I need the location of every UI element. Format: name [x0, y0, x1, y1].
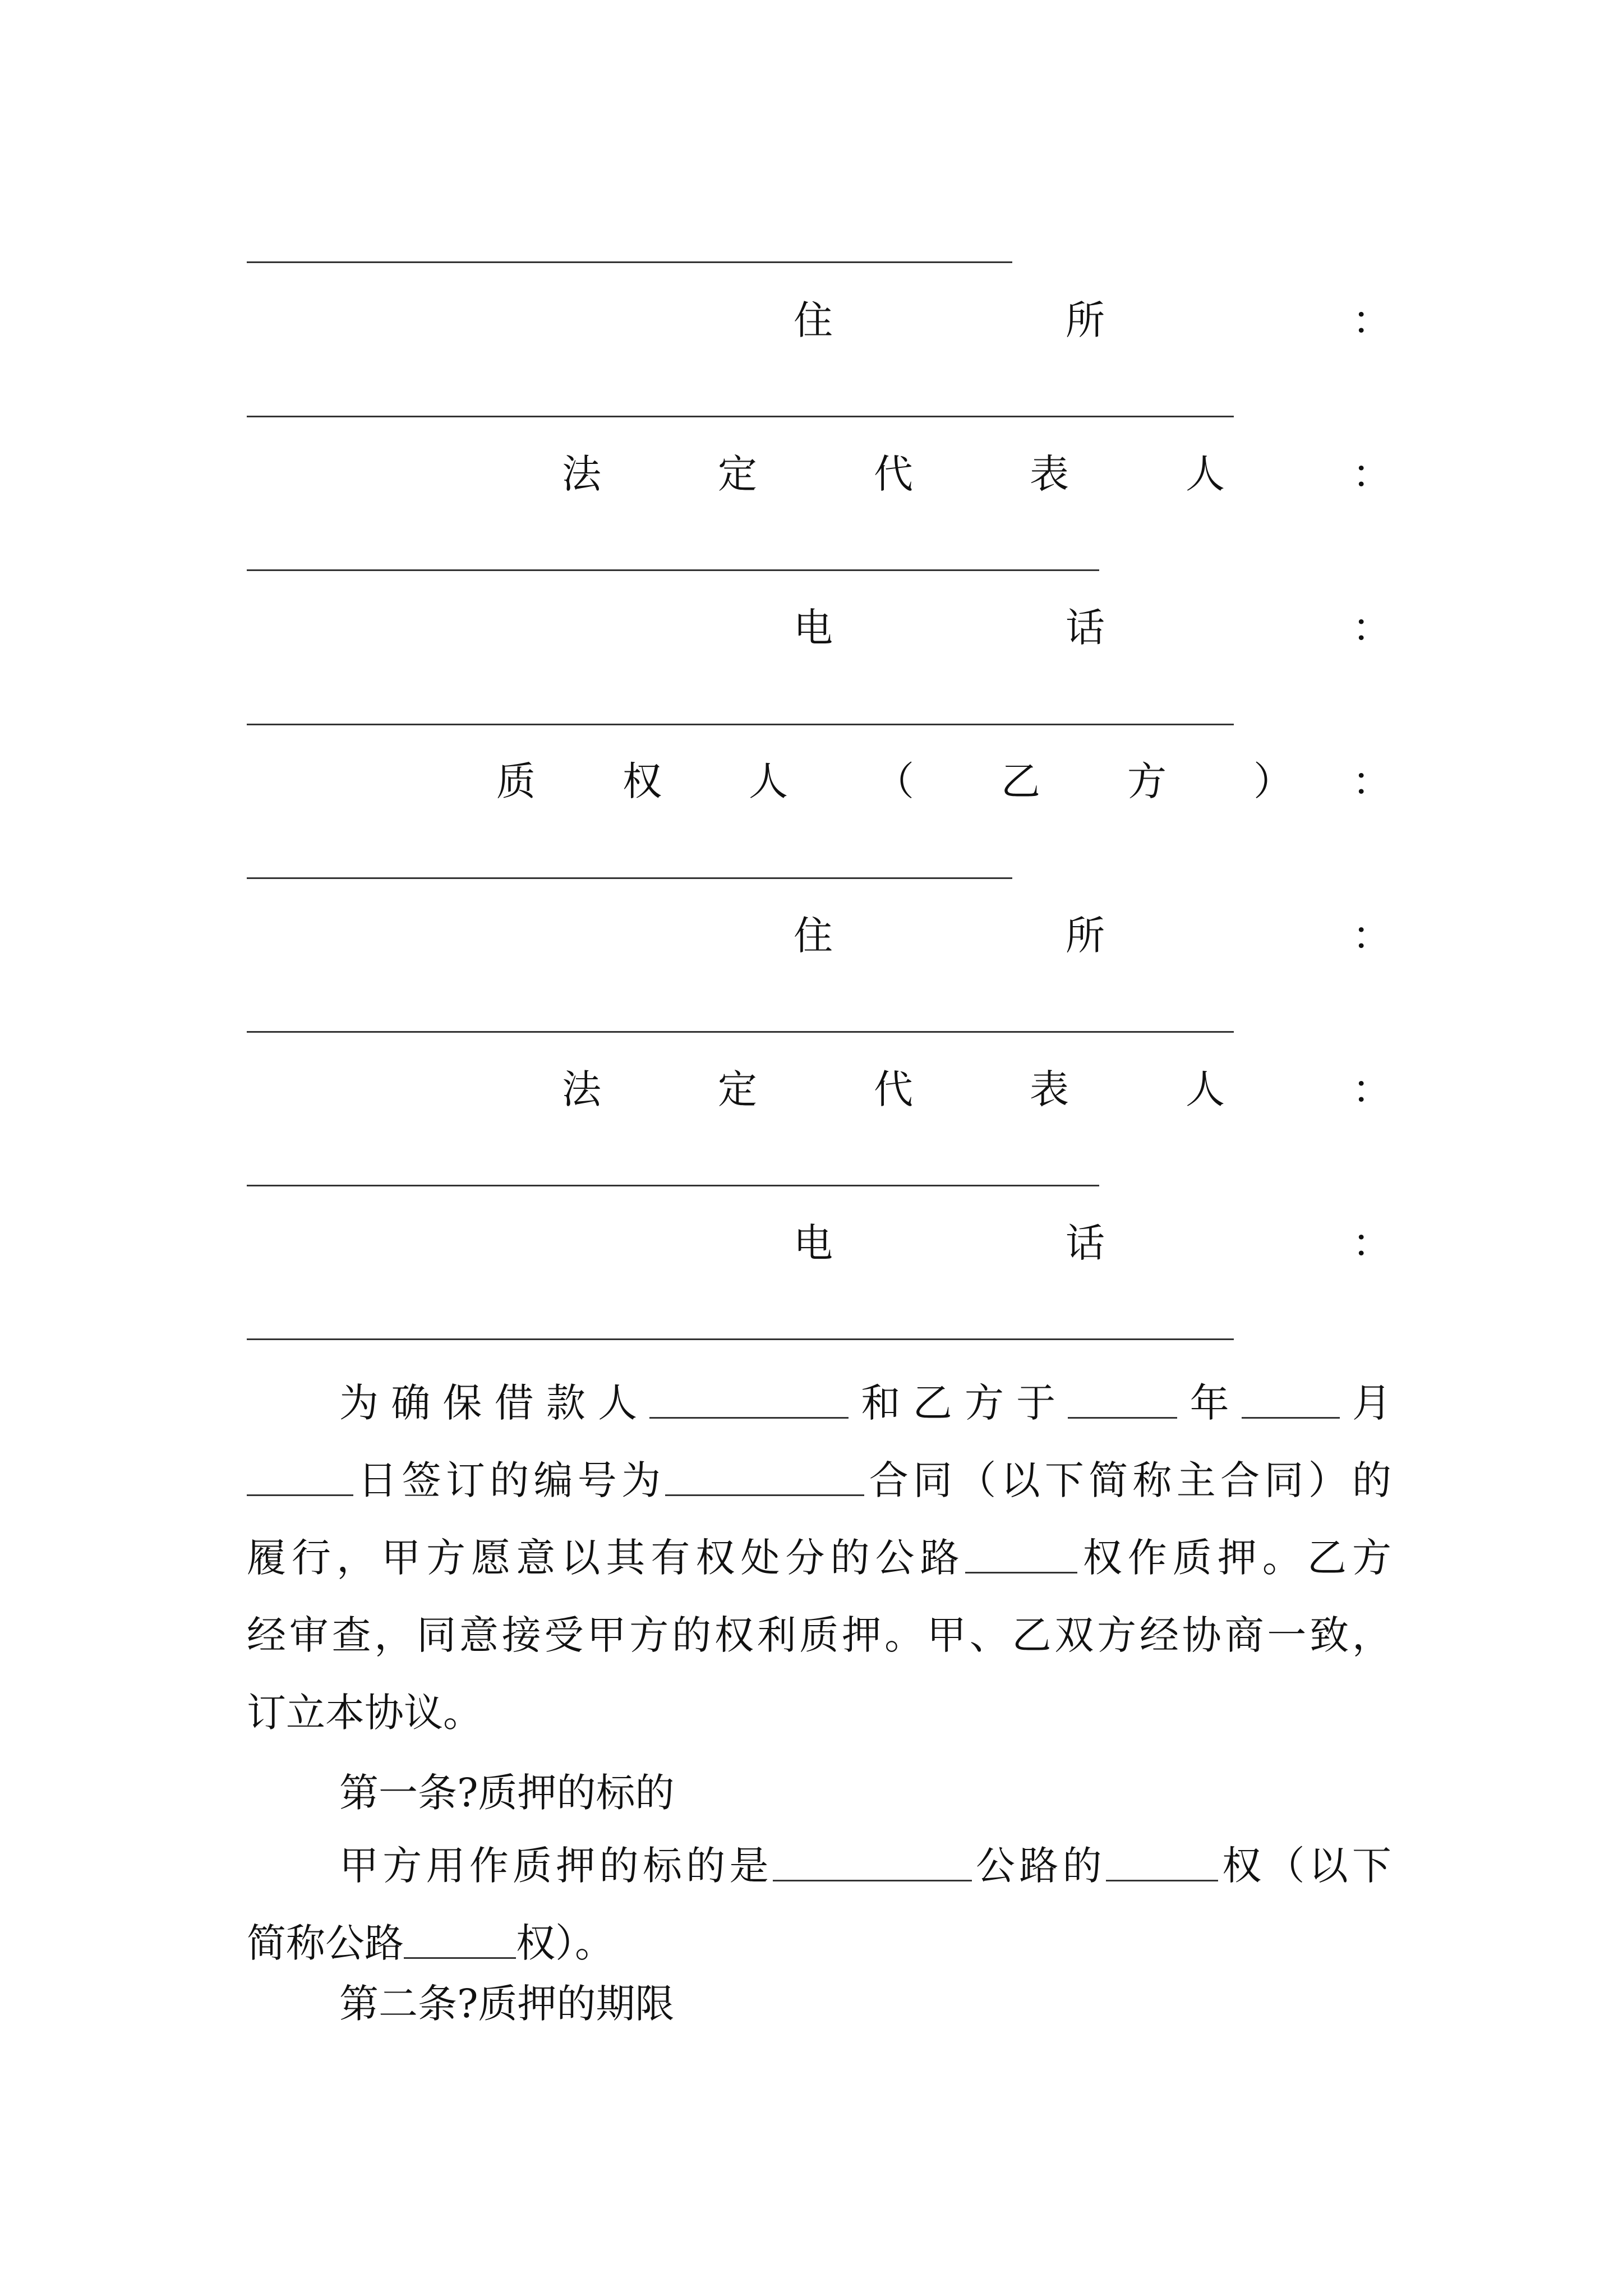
fill-in-blank: [247, 1455, 353, 1496]
party-b-residence-field: [247, 910, 1391, 961]
label-char: （: [875, 758, 914, 804]
blank-line: [247, 416, 1234, 417]
label-colon: ：: [1352, 451, 1391, 497]
label-char: 权: [623, 758, 662, 804]
label-colon: ：: [1352, 1066, 1391, 1112]
label-char: 代: [874, 451, 913, 497]
label-char: 人: [1186, 451, 1225, 497]
preamble-line-1: 为确保借款人 和乙方于 年 月: [247, 1364, 1391, 1442]
label-char: 电: [794, 1220, 833, 1266]
label-char: 住: [794, 297, 833, 343]
blank-line: [247, 261, 1012, 263]
party-a-residence-field: [247, 295, 1391, 346]
preamble-line-4: 经审查，同意接受甲方的权利质押。甲、乙双方经协商一致，: [247, 1612, 1391, 1658]
label-char: 法: [562, 451, 601, 497]
label-char: 代: [874, 1066, 913, 1112]
label-char: ）: [1253, 758, 1293, 804]
label-char: 人: [1186, 1066, 1225, 1112]
blank-line: [247, 724, 1234, 725]
fill-in-blank: [773, 1841, 972, 1881]
preamble-line-5: 订立本协议。: [247, 1690, 482, 1736]
label-char: 住: [794, 913, 833, 959]
label-colon: ：: [1352, 758, 1391, 804]
blank-line: [247, 1031, 1234, 1033]
label-colon: ：: [1352, 1220, 1391, 1266]
fill-in-blank: [404, 1918, 516, 1959]
label-char: 话: [1066, 1220, 1105, 1266]
fill-in-blank: [1106, 1841, 1218, 1881]
blank-line: [247, 877, 1012, 879]
party-a-phone-field: [247, 602, 1391, 653]
label-char: 乙: [1001, 758, 1040, 804]
label-char: 所: [1066, 913, 1105, 959]
preamble-line-3: 履行，甲方愿意以其有权处分的公路 权作质押。乙方: [247, 1519, 1391, 1596]
fill-in-blank: [1242, 1378, 1340, 1419]
label-colon: ：: [1352, 297, 1391, 343]
article-2-heading: 第二条?质押的期限: [339, 1981, 675, 2027]
party-a-rep-field: [247, 449, 1391, 499]
preamble-line-2: 日签订的编号为 合同（以下简称主合同）的: [247, 1442, 1391, 1519]
label-char: 方: [1127, 758, 1166, 804]
party-b-field: [247, 756, 1391, 807]
label-char: 电: [794, 605, 833, 651]
fill-in-blank: [665, 1455, 864, 1496]
blank-line: [247, 569, 1099, 571]
article-1-paragraph: [247, 1827, 1391, 1982]
label-char: 法: [562, 1066, 601, 1112]
label-char: 所: [1066, 297, 1105, 343]
label-char: 定: [718, 451, 757, 497]
party-b-phone-field: [247, 1218, 1391, 1268]
label-char: 质: [496, 758, 536, 804]
label-char: 定: [718, 1066, 757, 1112]
label-char: 表: [1030, 1066, 1069, 1112]
fill-in-blank: [1068, 1378, 1177, 1419]
preamble-paragraph: [247, 1364, 1391, 1751]
label-colon: ：: [1352, 913, 1391, 959]
fill-in-blank: [649, 1378, 849, 1419]
party-b-rep-field: [247, 1064, 1391, 1115]
blank-line: [247, 1185, 1099, 1186]
label-char: 话: [1066, 605, 1105, 651]
blank-line: [247, 1338, 1234, 1340]
label-char: 表: [1030, 451, 1069, 497]
article-1-line-2: 简称公路 权）。: [247, 1904, 1391, 1982]
fill-in-blank: [965, 1533, 1077, 1573]
label-char: 人: [749, 758, 788, 804]
label-colon: ：: [1352, 605, 1391, 651]
article-1-line-1: 甲方用作质押的标的是 公路的 权（以下: [247, 1827, 1391, 1904]
article-1-heading: 第一条?质押的标的: [339, 1770, 675, 1816]
